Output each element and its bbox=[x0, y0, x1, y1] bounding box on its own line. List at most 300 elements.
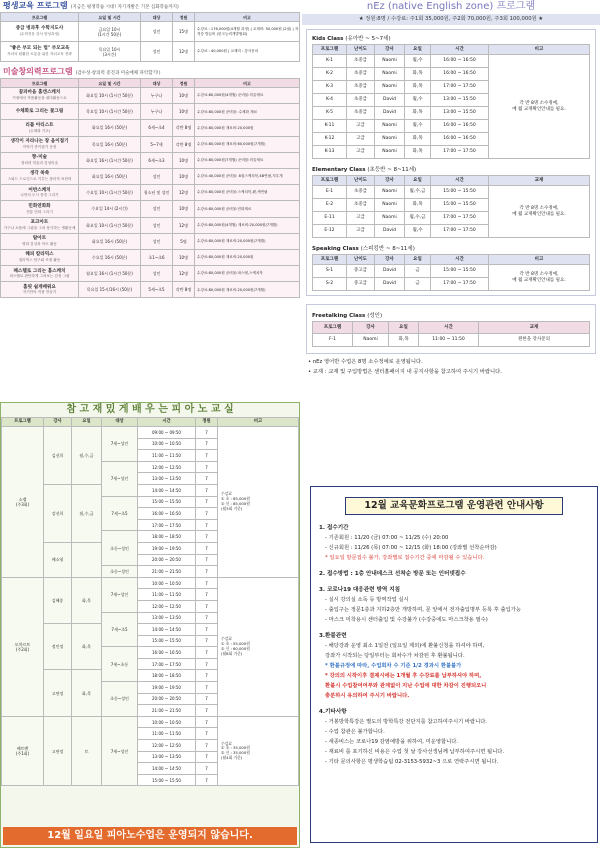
table-cell: 고급 bbox=[347, 225, 375, 238]
table-row bbox=[1, 249, 300, 265]
program-capacity: 10명 bbox=[173, 152, 195, 168]
piano-capacity: 7 bbox=[196, 774, 218, 786]
program-desc: 나만의 도시 풍경 그리기 bbox=[20, 193, 59, 198]
program-note: 수강료:80,000원 준비물: 수채화 재료 bbox=[195, 104, 300, 120]
freetalking-class-title: Freetalking Class (성인) bbox=[312, 313, 383, 319]
piano-capacity: 7 bbox=[196, 461, 218, 473]
lifelong-table bbox=[0, 12, 300, 62]
table-cell: K-13 bbox=[313, 146, 347, 159]
column-header: 프로그램 bbox=[1, 79, 79, 88]
notice-line: 강좌가 시작되는 당일부터는 회차수가 차감된 후 환불됩니다. bbox=[325, 653, 465, 659]
column-header: 시간 bbox=[138, 418, 196, 427]
program-time: 화요일 10시 (1시간 50분) bbox=[79, 217, 141, 233]
note-line: 수강료 bbox=[221, 491, 233, 497]
table-cell: Naomi bbox=[375, 146, 405, 159]
piano-teacher: 김혜종 bbox=[44, 577, 72, 623]
piano-time: 15:00 ~ 15:50 bbox=[138, 496, 196, 508]
program-capacity: 10명 bbox=[173, 104, 195, 120]
piano-time: 15:00 ~ 15:50 bbox=[138, 774, 196, 786]
piano-capacity: 7 bbox=[196, 635, 218, 647]
column-header: 강사 bbox=[353, 322, 389, 334]
note-line: 수강료 bbox=[221, 636, 233, 642]
notice-line: - 신규회원 : 11/26 (목) 07:00 ~ 12/15 (화) 18:00 (강좌별 선착순마감) bbox=[325, 545, 497, 551]
note-line: 각 반 8명 소수정예, bbox=[519, 205, 559, 211]
table-row bbox=[2, 427, 299, 439]
piano-target: 7세~초5 bbox=[102, 612, 138, 647]
piano-capacity: 7 bbox=[196, 519, 218, 531]
table-cell: Naomi bbox=[375, 199, 405, 212]
table-cell: 13:00 ~ 15:50 bbox=[431, 107, 489, 120]
table-row bbox=[1, 217, 300, 233]
program-desc: 창의력 미술과 감성미술 bbox=[21, 160, 58, 165]
program-target: 청소년 및 성인 bbox=[141, 185, 173, 201]
piano-time: 11:00 ~ 11:50 bbox=[138, 728, 196, 740]
column-header: 요일 bbox=[405, 176, 431, 186]
notice-line: - 해당강좌 운영 최소 1일전 (일요일 제외)에 환불신청을 하셔야 하며, bbox=[325, 643, 485, 649]
program-sub: (주1회) bbox=[15, 751, 30, 757]
table-cell: 고급 bbox=[347, 120, 375, 133]
program-note: 수강료 : 40,000원 | 교재비 : 강사문의 bbox=[195, 42, 300, 62]
table-cell: 17:00 ~ 17:50 bbox=[431, 212, 489, 225]
program-name bbox=[1, 42, 79, 62]
column-header: 난이도 bbox=[347, 45, 375, 55]
piano-capacity: 7 bbox=[196, 484, 218, 496]
column-header: 요일 bbox=[72, 418, 102, 427]
piano-title: 참 고 재 밌 게 배 우 는 피 아 노 교 실 bbox=[66, 404, 234, 415]
piano-time: 13:00 ~ 13:50 bbox=[138, 612, 196, 624]
program-title: 모차르트 bbox=[14, 641, 31, 647]
column-header: 비고 bbox=[195, 79, 300, 88]
table-cell: Naomi bbox=[375, 120, 405, 133]
piano-time: 20:00 ~ 20:50 bbox=[138, 693, 196, 705]
table-cell: Naomi bbox=[375, 186, 405, 199]
program-time: 수요일 10시 (1시간 50분) bbox=[79, 185, 141, 201]
freetalking-box bbox=[306, 304, 596, 354]
notice-line: * 환불규정에 따라, 수업회차 수 기준 1/2 경과시 환불불가 bbox=[325, 663, 462, 669]
table-row bbox=[1, 168, 300, 184]
table-cell: 초중급 bbox=[347, 107, 375, 120]
speaking-class-table bbox=[312, 254, 590, 291]
elementary-class-table bbox=[312, 175, 590, 238]
piano-target: 7세~성인 bbox=[102, 716, 138, 786]
speaking-class-title: Speaking Class (스피킹반 ~ 8~11세) bbox=[312, 246, 415, 252]
nez-bullet: • 교재 : 교재 및 구입방법은 센터홈페이지 내 공지사항을 참고하여 주시기 바랍니다. bbox=[308, 369, 502, 375]
table-row bbox=[1, 185, 300, 201]
table-row bbox=[1, 120, 300, 136]
column-header: 강사 bbox=[44, 418, 72, 427]
piano-capacity: 7 bbox=[196, 612, 218, 624]
notice-box bbox=[310, 486, 598, 843]
program-target: 6세~초3 bbox=[141, 152, 173, 168]
piano-days: 화,목 bbox=[72, 624, 102, 670]
piano-capacity: 7 bbox=[196, 496, 218, 508]
column-header: 비고 bbox=[489, 45, 590, 55]
time-line: (3시간) bbox=[102, 51, 117, 57]
program-capacity: 12명 bbox=[173, 185, 195, 201]
piano-target: 7세~성인 bbox=[102, 427, 138, 462]
piano-time: 10:00 ~ 10:50 bbox=[138, 438, 196, 450]
piano-capacity: 7 bbox=[196, 647, 218, 659]
table-cell: K-12 bbox=[313, 133, 347, 146]
notice-line: - 재료비 를 포기하신 비용은 수업 첫 날 강사선생님께 납부하여주시면 됩니다. bbox=[325, 749, 505, 755]
piano-time: 11:00 ~ 11:50 bbox=[138, 450, 196, 462]
table-cell: 고급 bbox=[347, 133, 375, 146]
program-title: 홈핏 쉽게배워요 bbox=[23, 284, 56, 290]
class-note bbox=[489, 186, 590, 238]
program-note: 수강료:80,000원(4개월) 재료비:20,000원(7개월) bbox=[195, 217, 300, 233]
program-name bbox=[1, 201, 79, 217]
table-cell: 금 bbox=[405, 278, 431, 291]
program-note: 수강료:80,000원 재료비:20,000원(7개월) bbox=[195, 233, 300, 249]
program-target: 초1~초6 bbox=[141, 249, 173, 265]
column-header: 프로그램 bbox=[1, 13, 79, 22]
table-cell: 화,목 bbox=[389, 334, 419, 347]
piano-days: 화,목 bbox=[72, 577, 102, 623]
program-time: 수요일 14시 (2시간) bbox=[79, 201, 141, 217]
column-header: 요일 및 시간 bbox=[79, 79, 141, 88]
piano-time: 16:00 ~ 16:50 bbox=[138, 647, 196, 659]
table-cell: E-1 bbox=[313, 186, 347, 199]
right-column bbox=[302, 0, 600, 765]
program-capacity: 12명 bbox=[173, 217, 195, 233]
table-cell: 17:00 ~ 17:50 bbox=[431, 278, 489, 291]
notice-line: * 강의의 시작이후 결제시에는 1개월 후 수강료를 납부하셔야 하며, bbox=[325, 673, 482, 679]
table-row bbox=[1, 104, 300, 120]
program-note: 수강료:80,000원(7개월) 준비물:미술재료 bbox=[195, 152, 300, 168]
piano-capacity: 7 bbox=[196, 438, 218, 450]
piano-time: 21:00 ~ 21:50 bbox=[138, 566, 196, 578]
piano-time: 15:00 ~ 15:50 bbox=[138, 635, 196, 647]
kids-class-table bbox=[312, 44, 590, 159]
piano-time: 10:00 ~ 10:50 bbox=[138, 716, 196, 728]
piano-capacity: 7 bbox=[196, 693, 218, 705]
program-target: 성인 bbox=[141, 168, 173, 184]
table-cell: David bbox=[375, 278, 405, 291]
table-cell: 월,수 bbox=[405, 120, 431, 133]
piano-note bbox=[218, 716, 299, 786]
program-desc: 자녀의 원활한 소통을 위한 자녀교육 전략 bbox=[7, 52, 72, 57]
piano-target: 7세~초등 bbox=[102, 647, 138, 682]
column-header: 강사 bbox=[375, 255, 405, 265]
table-cell: 월,수,금 bbox=[405, 186, 431, 199]
column-header: 비고 bbox=[195, 13, 300, 22]
program-target: 성인 bbox=[141, 233, 173, 249]
piano-time: 20:00 ~ 20:50 bbox=[138, 554, 196, 566]
kids-class-title: Kids Class (유아반 ~ 5~7세) bbox=[312, 36, 391, 42]
piano-program bbox=[2, 427, 44, 578]
note-line: ② 신 : 85,000원 bbox=[221, 500, 250, 506]
table-row bbox=[313, 55, 590, 68]
program-title: "좋은 부모 되는 법" 부모교육 bbox=[9, 46, 70, 52]
table-row bbox=[1, 201, 300, 217]
table-cell: 16:00 ~ 16:50 bbox=[431, 55, 489, 68]
program-title: 포크아트 bbox=[30, 219, 49, 225]
program-name bbox=[1, 120, 79, 136]
notice-heading: 4.기타사항 bbox=[319, 709, 347, 715]
piano-capacity: 7 bbox=[196, 450, 218, 462]
program-name bbox=[1, 104, 79, 120]
table-cell: 17:00 ~ 17:50 bbox=[431, 81, 489, 94]
note-line: 매 월 교재확인안내를 필요. bbox=[512, 277, 566, 283]
column-header: 교재 bbox=[489, 176, 590, 186]
column-header: 요일 bbox=[389, 322, 419, 334]
column-header: 대상 bbox=[141, 13, 173, 22]
piano-section bbox=[0, 402, 300, 848]
table-cell: Naomi bbox=[375, 212, 405, 225]
note-line: (월4회 기준) bbox=[221, 754, 243, 760]
piano-capacity: 7 bbox=[196, 542, 218, 554]
program-name bbox=[1, 266, 79, 282]
piano-time: 16:00 ~ 16:50 bbox=[138, 508, 196, 520]
program-desc: 이야기 종이접기 운영 bbox=[22, 144, 57, 149]
table-cell: 16:00 ~ 16:50 bbox=[431, 68, 489, 81]
piano-program bbox=[2, 577, 44, 716]
column-header: 시간 bbox=[419, 322, 479, 334]
piano-note bbox=[218, 427, 299, 578]
program-time: 수요일 16시 (50분) bbox=[79, 249, 141, 265]
nez-bullet: • nEz 영어반 수업은 8명 소수정예로 운영됩니다. bbox=[308, 359, 423, 365]
table-cell: E-12 bbox=[313, 225, 347, 238]
table-cell: S-2 bbox=[313, 278, 347, 291]
table-row bbox=[313, 334, 590, 347]
table-row bbox=[2, 577, 299, 589]
note-line: ① 초 : 55,000원 bbox=[221, 641, 250, 647]
program-time bbox=[79, 42, 141, 62]
program-target: 누구나 bbox=[141, 104, 173, 120]
table-row bbox=[2, 716, 299, 728]
piano-note bbox=[218, 577, 299, 716]
program-note: 수강료:80,000원 준비물:스케치북,펜,색연필 bbox=[195, 185, 300, 201]
column-header: 프로그램 bbox=[2, 418, 44, 427]
piano-target: 초등~성인 bbox=[102, 566, 138, 578]
piano-teacher: 배소영 bbox=[44, 542, 72, 577]
table-row bbox=[1, 266, 300, 282]
column-header: 난이도 bbox=[347, 255, 375, 265]
piano-capacity: 7 bbox=[196, 670, 218, 682]
table-cell: 초중급 bbox=[347, 81, 375, 94]
program-name bbox=[1, 282, 79, 298]
table-cell: Naomi bbox=[375, 55, 405, 68]
piano-target: 7세~초5 bbox=[102, 496, 138, 531]
program-title: 베토벤 bbox=[16, 746, 29, 752]
piano-capacity: 7 bbox=[196, 473, 218, 485]
nez-bullets bbox=[302, 354, 600, 380]
column-header: 난이도 bbox=[347, 176, 375, 186]
table-row bbox=[1, 22, 300, 42]
note-line: 수강료 bbox=[221, 740, 233, 746]
piano-time: 14:00 ~ 14:50 bbox=[138, 484, 196, 496]
column-header: 요일 bbox=[405, 45, 431, 55]
column-header: 정원 bbox=[196, 418, 218, 427]
notice-line: 환불시 수업참여여부와 관계없이 지난 수업에 대한 차감이 진행되오니 bbox=[325, 683, 487, 689]
program-note: 수강료:80,000원 준비물:민화재료 bbox=[195, 201, 300, 217]
piano-capacity: 7 bbox=[196, 740, 218, 752]
program-desc: 전통 민화 그리기 bbox=[26, 209, 53, 214]
table-row bbox=[1, 282, 300, 298]
table-cell: 고급 bbox=[347, 212, 375, 225]
program-name bbox=[1, 185, 79, 201]
program-sub: (주2회) bbox=[15, 646, 30, 652]
piano-capacity: 7 bbox=[196, 508, 218, 520]
piano-days: 월,수,금 bbox=[72, 427, 102, 485]
note-line: 매 월 교재확인안내를 필요. bbox=[512, 211, 566, 217]
table-cell: 화,목 bbox=[405, 68, 431, 81]
program-note: 수강료:40,000원 준비물: 8절스케치북,4B연필,지우개 bbox=[195, 168, 300, 184]
time-line: 금요일 10시 bbox=[98, 26, 121, 32]
column-header: 교재 bbox=[479, 322, 590, 334]
program-note: 수강료:80,000원(4개월) 준비물:미술재료 bbox=[195, 88, 300, 104]
table-cell: K-1 bbox=[313, 55, 347, 68]
table-row bbox=[1, 88, 300, 104]
program-name bbox=[1, 88, 79, 104]
table-cell: 초중급 bbox=[347, 68, 375, 81]
piano-capacity: 7 bbox=[196, 554, 218, 566]
piano-time: 12:00 ~ 12:50 bbox=[138, 600, 196, 612]
program-time: 화요일 16시 (50분) bbox=[79, 233, 141, 249]
piano-target: 7세~성인 bbox=[102, 461, 138, 496]
program-note: 수강료:80,000원 재료비:60,000원(7개월) bbox=[195, 136, 300, 152]
column-header: 프로그램 bbox=[313, 255, 347, 265]
table-cell: K-2 bbox=[313, 68, 347, 81]
program-sub: (주3회) bbox=[15, 501, 30, 507]
time-line: (1시간 50분) bbox=[97, 31, 122, 37]
table-cell: David bbox=[375, 107, 405, 120]
note-line: (월8회 기준) bbox=[221, 650, 243, 656]
notice-heading: 2. 접수방법 : 1층 안내데스크 선착순 방문 또는 인터넷접수 bbox=[319, 571, 466, 577]
table-cell: 중고급 bbox=[347, 265, 375, 278]
program-note: 수강료:80,000원 재료비:20,000원 bbox=[195, 249, 300, 265]
table-cell: K-4 bbox=[313, 94, 347, 107]
nez-class-box bbox=[306, 29, 596, 296]
program-desc: 명화 감상과 아트 활동 bbox=[22, 241, 57, 246]
program-target: 5~7세 bbox=[141, 136, 173, 152]
program-name bbox=[1, 136, 79, 152]
program-target: 6세~초4 bbox=[141, 120, 173, 136]
note-line: 매 월 교재확인안내를 필요. bbox=[512, 106, 566, 112]
table-cell: 15:00 ~ 15:50 bbox=[431, 199, 489, 212]
program-capacity: 5명 bbox=[173, 233, 195, 249]
piano-capacity: 7 bbox=[196, 600, 218, 612]
program-name bbox=[1, 233, 79, 249]
table-cell: 16:00 ~ 16:50 bbox=[431, 120, 489, 133]
piano-capacity: 7 bbox=[196, 577, 218, 589]
program-title: 해피 칼라믹스 bbox=[25, 252, 54, 258]
table-cell: Naomi bbox=[375, 133, 405, 146]
program-desc: 가정에서 작품활동을 취미활동으로 bbox=[12, 96, 67, 101]
column-header: 시간 bbox=[431, 45, 489, 55]
program-capacity: 10명 bbox=[173, 201, 195, 217]
piano-time: 10:00 ~ 10:50 bbox=[138, 577, 196, 589]
table-cell: K-3 bbox=[313, 81, 347, 94]
freetalking-table bbox=[312, 321, 590, 347]
notice-line: 충분하시 유의하여 주시기 바랍니다. bbox=[325, 693, 410, 699]
table-row bbox=[313, 186, 590, 199]
program-capacity: 10명 bbox=[173, 168, 195, 184]
table-cell: E-2 bbox=[313, 199, 347, 212]
table-cell: 화,목 bbox=[405, 199, 431, 212]
piano-capacity: 7 bbox=[196, 751, 218, 763]
piano-footer-notice: 12월 일요일 피아노수업은 운영되지 않습니다. bbox=[3, 827, 297, 845]
column-header: 비고 bbox=[218, 418, 299, 427]
program-target: 성인 bbox=[141, 266, 173, 282]
table-cell: 11:00 ~ 11:50 bbox=[419, 334, 479, 347]
notice-line: - 수업 참관은 불가합니다. bbox=[325, 729, 385, 735]
program-capacity: 각반 8명 bbox=[173, 120, 195, 136]
notice-line: - 세종비스는 코로나19 감염예방을 위하여, 미운영합니다. bbox=[325, 739, 459, 745]
table-row bbox=[313, 265, 590, 278]
program-note: 수강료:80,000원 재료비:20,000원 bbox=[195, 120, 300, 136]
piano-program bbox=[2, 716, 44, 786]
piano-teacher: 고연정 bbox=[44, 670, 72, 716]
notice-line: - 실시 강의실 소독 등 방역작업 실시 bbox=[325, 597, 409, 603]
piano-time: 11:00 ~ 11:50 bbox=[138, 589, 196, 601]
piano-target: 초등~성인 bbox=[102, 531, 138, 566]
piano-days bbox=[72, 542, 102, 577]
notice-line: - 기존회원 : 11/20 (금) 07:00 ~ 11/25 (수) 20:00 bbox=[325, 535, 449, 541]
column-header: 강사 bbox=[375, 176, 405, 186]
program-desc: 가구나 소품에 그림을 그려 장식하는 생활공예 bbox=[3, 225, 76, 230]
program-title: 리틀 아티스트 bbox=[25, 122, 54, 128]
column-header: 정원 bbox=[173, 79, 195, 88]
program-name bbox=[1, 168, 79, 184]
table-cell: K-11 bbox=[313, 120, 347, 133]
program-time: 화요일 10시 (1시간 50분) bbox=[79, 88, 141, 104]
table-cell: 16:00 ~ 16:50 bbox=[431, 133, 489, 146]
piano-time: 17:00 ~ 17:50 bbox=[138, 658, 196, 670]
program-desc: 스피드 드로잉으로 키우는 창의적 표현력 bbox=[7, 177, 72, 182]
time-line: 목요일 10시 bbox=[98, 46, 121, 52]
table-cell: 17:00 ~ 17:50 bbox=[431, 146, 489, 159]
notice-title: 12월 교육문화프로그램 운영관련 안내사항 bbox=[345, 497, 563, 515]
program-capacity: 각반 8명 bbox=[173, 136, 195, 152]
notice-heading: 3.환불관련 bbox=[319, 633, 347, 639]
piano-time: 21:00 ~ 21:50 bbox=[138, 705, 196, 717]
program-time: 화요일 16시 (1시간 50분) bbox=[79, 152, 141, 168]
program-target: 성인 bbox=[141, 217, 173, 233]
piano-capacity: 7 bbox=[196, 682, 218, 694]
program-title: 어반스케치 bbox=[28, 187, 51, 193]
program-capacity: 15명 bbox=[173, 22, 195, 42]
table-row bbox=[1, 233, 300, 249]
column-header: 대상 bbox=[102, 418, 138, 427]
table-cell: K-5 bbox=[313, 107, 347, 120]
table-cell: 화,목 bbox=[405, 133, 431, 146]
piano-table bbox=[1, 417, 299, 786]
piano-time: 18:00 ~ 18:50 bbox=[138, 670, 196, 682]
table-cell: 원한을 강사문의 bbox=[479, 334, 590, 347]
lifelong-section-title: 평생교육 프로그램 (지금은 평생학습 시대! 자기개발은 기본 심화학습까지) bbox=[3, 1, 179, 10]
piano-time: 14:00 ~ 14:50 bbox=[138, 624, 196, 636]
table-cell: S-1 bbox=[313, 265, 347, 278]
piano-target: 7세~성인 bbox=[102, 577, 138, 612]
program-title: 패스텔로 그리는 홈스케치 bbox=[13, 268, 66, 274]
table-cell: Naomi bbox=[353, 334, 389, 347]
table-cell: David bbox=[375, 94, 405, 107]
piano-time: 12:00 ~ 12:50 bbox=[138, 740, 196, 752]
table-cell: 15:00 ~ 15:50 bbox=[431, 265, 489, 278]
table-cell: 초중급 bbox=[347, 94, 375, 107]
piano-capacity: 7 bbox=[196, 728, 218, 740]
table-cell: 고급 bbox=[347, 146, 375, 159]
program-title: 수채화로 그리는 꽃그림 bbox=[15, 108, 64, 114]
program-time: 월요일 16시 (1시간 50분) bbox=[79, 266, 141, 282]
table-cell: Naomi bbox=[375, 68, 405, 81]
program-name bbox=[1, 217, 79, 233]
piano-capacity: 7 bbox=[196, 589, 218, 601]
piano-time: 17:00 ~ 17:50 bbox=[138, 519, 196, 531]
column-header: 프로그램 bbox=[313, 176, 347, 186]
note-line: 각 반 8명 소수정예, bbox=[519, 271, 559, 277]
